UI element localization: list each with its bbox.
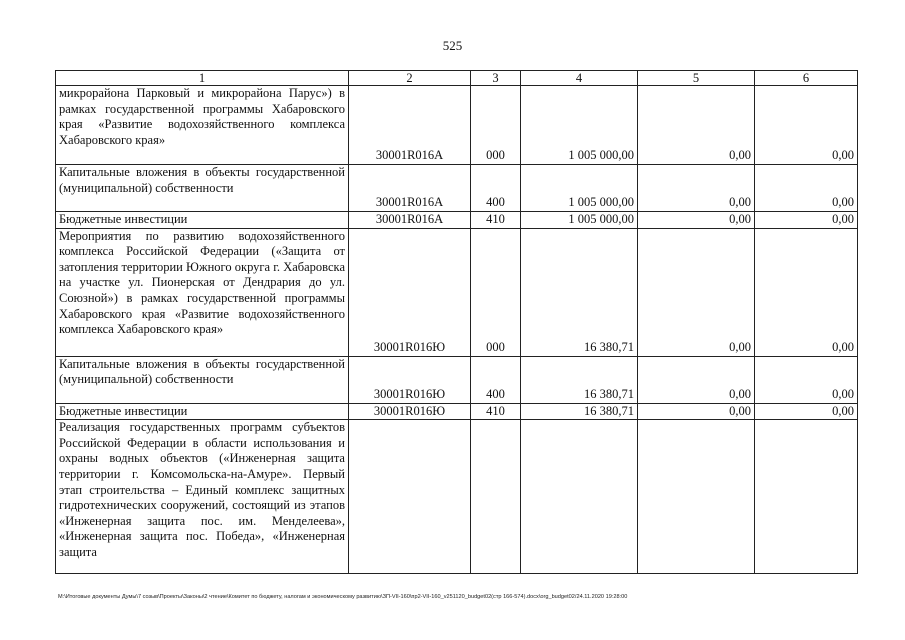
amount-value: 1 005 000,00 — [521, 86, 638, 165]
column-5-value — [638, 420, 755, 574]
amount-value: 1 005 000,00 — [521, 165, 638, 212]
column-header: 3 — [471, 71, 521, 86]
column-6-value: 0,00 — [755, 86, 858, 165]
column-5-value: 0,00 — [638, 165, 755, 212]
column-5-value: 0,00 — [638, 228, 755, 356]
column-5-value: 0,00 — [638, 86, 755, 165]
column-6-value: 0,00 — [755, 165, 858, 212]
row-description: Капитальные вложения в объекты государственной (муниципальной) собственности — [56, 165, 349, 212]
table-row — [56, 165, 858, 212]
table-row — [56, 86, 858, 165]
target-article-code: 30001R016А — [349, 165, 471, 212]
document-path-footer: M:\Итоговые документы Думы\7 созыв\Проекты\Законы\2 чтение\Комитет по бюджету, налогам и экономическому развитию\ЗП-VII-160\пр2-VII-160_v251120_budget02(стр 166-574).docx\org_budget02/24.11.2020 19:28:00 — [58, 594, 628, 600]
column-5-value: 0,00 — [638, 403, 755, 420]
amount-value: 1 005 000,00 — [521, 212, 638, 229]
amount-value — [521, 420, 638, 574]
table-row — [56, 228, 858, 356]
row-description: Реализация государственных программ субъектов Российской Федерации в области использования и охраны водных объектов («Инженерная защита территории г. Комсомольска-на-Амуре». Первый этап строительства – Единый комплекс защитных гидротехнических сооружений, состоящий из этапов «Инженерная защита пос. им. Менделеева», «Инженерная защита пос. Победа», «Инженерная защита — [56, 420, 349, 574]
column-6-value: 0,00 — [755, 212, 858, 229]
amount-value: 16 380,71 — [521, 356, 638, 403]
row-description: Бюджетные инвестиции — [56, 403, 349, 420]
table-header-row — [56, 71, 858, 86]
row-description: микрорайона Парковый и микрорайона Парус») в рамках государственной программы Хабаровского края «Развитие водохозяйственного комплекса Хабаровского края» — [56, 86, 349, 165]
amount-value: 16 380,71 — [521, 228, 638, 356]
column-header: 4 — [521, 71, 638, 86]
table-row — [56, 403, 858, 420]
row-description: Мероприятия по развитию водохозяйственного комплекса Российской Федерации («Защита от затопления территории Южного округа г. Хабаровска на участке ул. Пионерская от Дендрария до ул. Союзной») в рамках государственной программы Хабаровского края «Развитие водохозяйственного комплекса Хабаровского края» — [56, 228, 349, 356]
table-row — [56, 212, 858, 229]
column-header: 1 — [56, 71, 349, 86]
target-article-code: 30001R016Ю — [349, 356, 471, 403]
expense-type-code: 410 — [471, 403, 521, 420]
target-article-code: 30001R016Ю — [349, 403, 471, 420]
column-header: 6 — [755, 71, 858, 86]
row-description: Капитальные вложения в объекты государственной (муниципальной) собственности — [56, 356, 349, 403]
expense-type-code: 400 — [471, 165, 521, 212]
row-description: Бюджетные инвестиции — [56, 212, 349, 229]
target-article-code: 30001R016А — [349, 212, 471, 229]
budget-table — [55, 70, 858, 574]
page-number: 525 — [442, 38, 463, 53]
column-6-value: 0,00 — [755, 403, 858, 420]
expense-type-code: 000 — [471, 86, 521, 165]
column-header: 2 — [349, 71, 471, 86]
target-article-code: 30001R016А — [349, 86, 471, 165]
column-6-value: 0,00 — [755, 356, 858, 403]
expense-type-code: 000 — [471, 228, 521, 356]
column-6-value: 0,00 — [755, 228, 858, 356]
table-row — [56, 420, 858, 574]
target-article-code — [349, 420, 471, 574]
target-article-code: 30001R016Ю — [349, 228, 471, 356]
expense-type-code: 410 — [471, 212, 521, 229]
table-row — [56, 356, 858, 403]
expense-type-code — [471, 420, 521, 574]
column-5-value: 0,00 — [638, 212, 755, 229]
amount-value: 16 380,71 — [521, 403, 638, 420]
column-5-value: 0,00 — [638, 356, 755, 403]
column-6-value — [755, 420, 858, 574]
expense-type-code: 400 — [471, 356, 521, 403]
column-header: 5 — [638, 71, 755, 86]
